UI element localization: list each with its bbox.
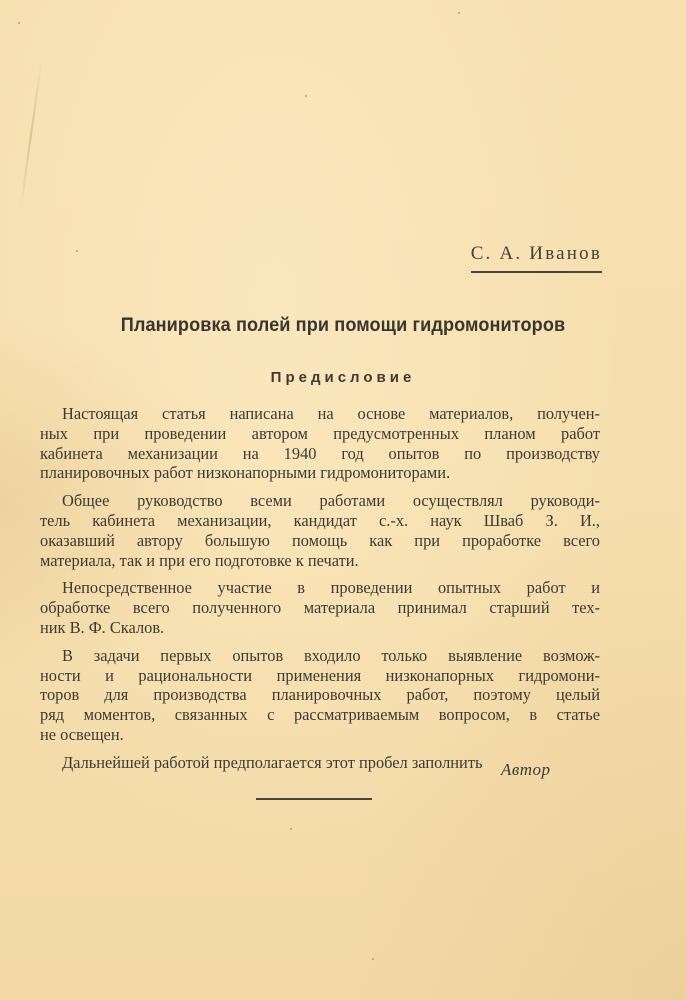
text-line: торов для производства планировочных работ, поэтому целый [40,685,600,705]
author-header: С. А. Иванов [471,243,602,273]
closing-rule [256,798,372,800]
text-line: Общее руководство всеми работами осуществлял руководи- [62,491,600,511]
text-line: оказавший автору большую помощь как при проработке всего [40,530,600,550]
paper-speck [458,12,460,14]
paper-speck [290,828,292,830]
text-line: кабинета механизации на 1940 год опытов по производству [40,443,600,463]
text-line: не освещен. [40,724,124,744]
text-line: материала, так и при его подготовке к печати. [40,550,359,570]
text-line: обработке всего полученного материала принимал старший тех- [40,598,600,618]
text-line: Непосредственное участие в проведении опытных работ и [62,578,600,598]
paper-speck [76,250,78,252]
paragraph [40,491,600,570]
document-title: Планировка полей при помощи гидромониторов [120,314,566,336]
text-line: Настоящая статья написана на основе материалов, получен- [62,404,600,423]
paper-speck [18,22,20,24]
text-line: планировочных работ низконапорными гидромониторами. [40,463,451,483]
paper-speck [372,958,374,960]
text-line: ник В. Ф. Скалов. [40,617,165,637]
text-line: тель кабинета механизации, кандидат с.-х. наук Шваб З. И., [40,510,600,530]
paragraph [40,404,600,483]
signature: Автор [501,760,551,779]
paragraph [40,578,600,637]
text-line: ных при проведении автором предусмотренных планом работ [40,423,600,443]
text-line: ности и рациональности применения низконапорных гидромони- [40,665,600,685]
paper-speck [305,95,307,97]
text-line: ряд моментов, связанных с рассматриваемым вопросом, в статье [40,705,600,725]
section-heading: Предисловие [270,369,416,386]
paper-fold-mark [20,61,43,210]
text-line: Дальнейшей работой предполагается этот пробел заполнить [62,752,483,772]
preface-body [40,404,600,781]
text-line: В задачи первых опытов входило только выявление возмож- [62,645,600,665]
paragraph [40,645,600,745]
